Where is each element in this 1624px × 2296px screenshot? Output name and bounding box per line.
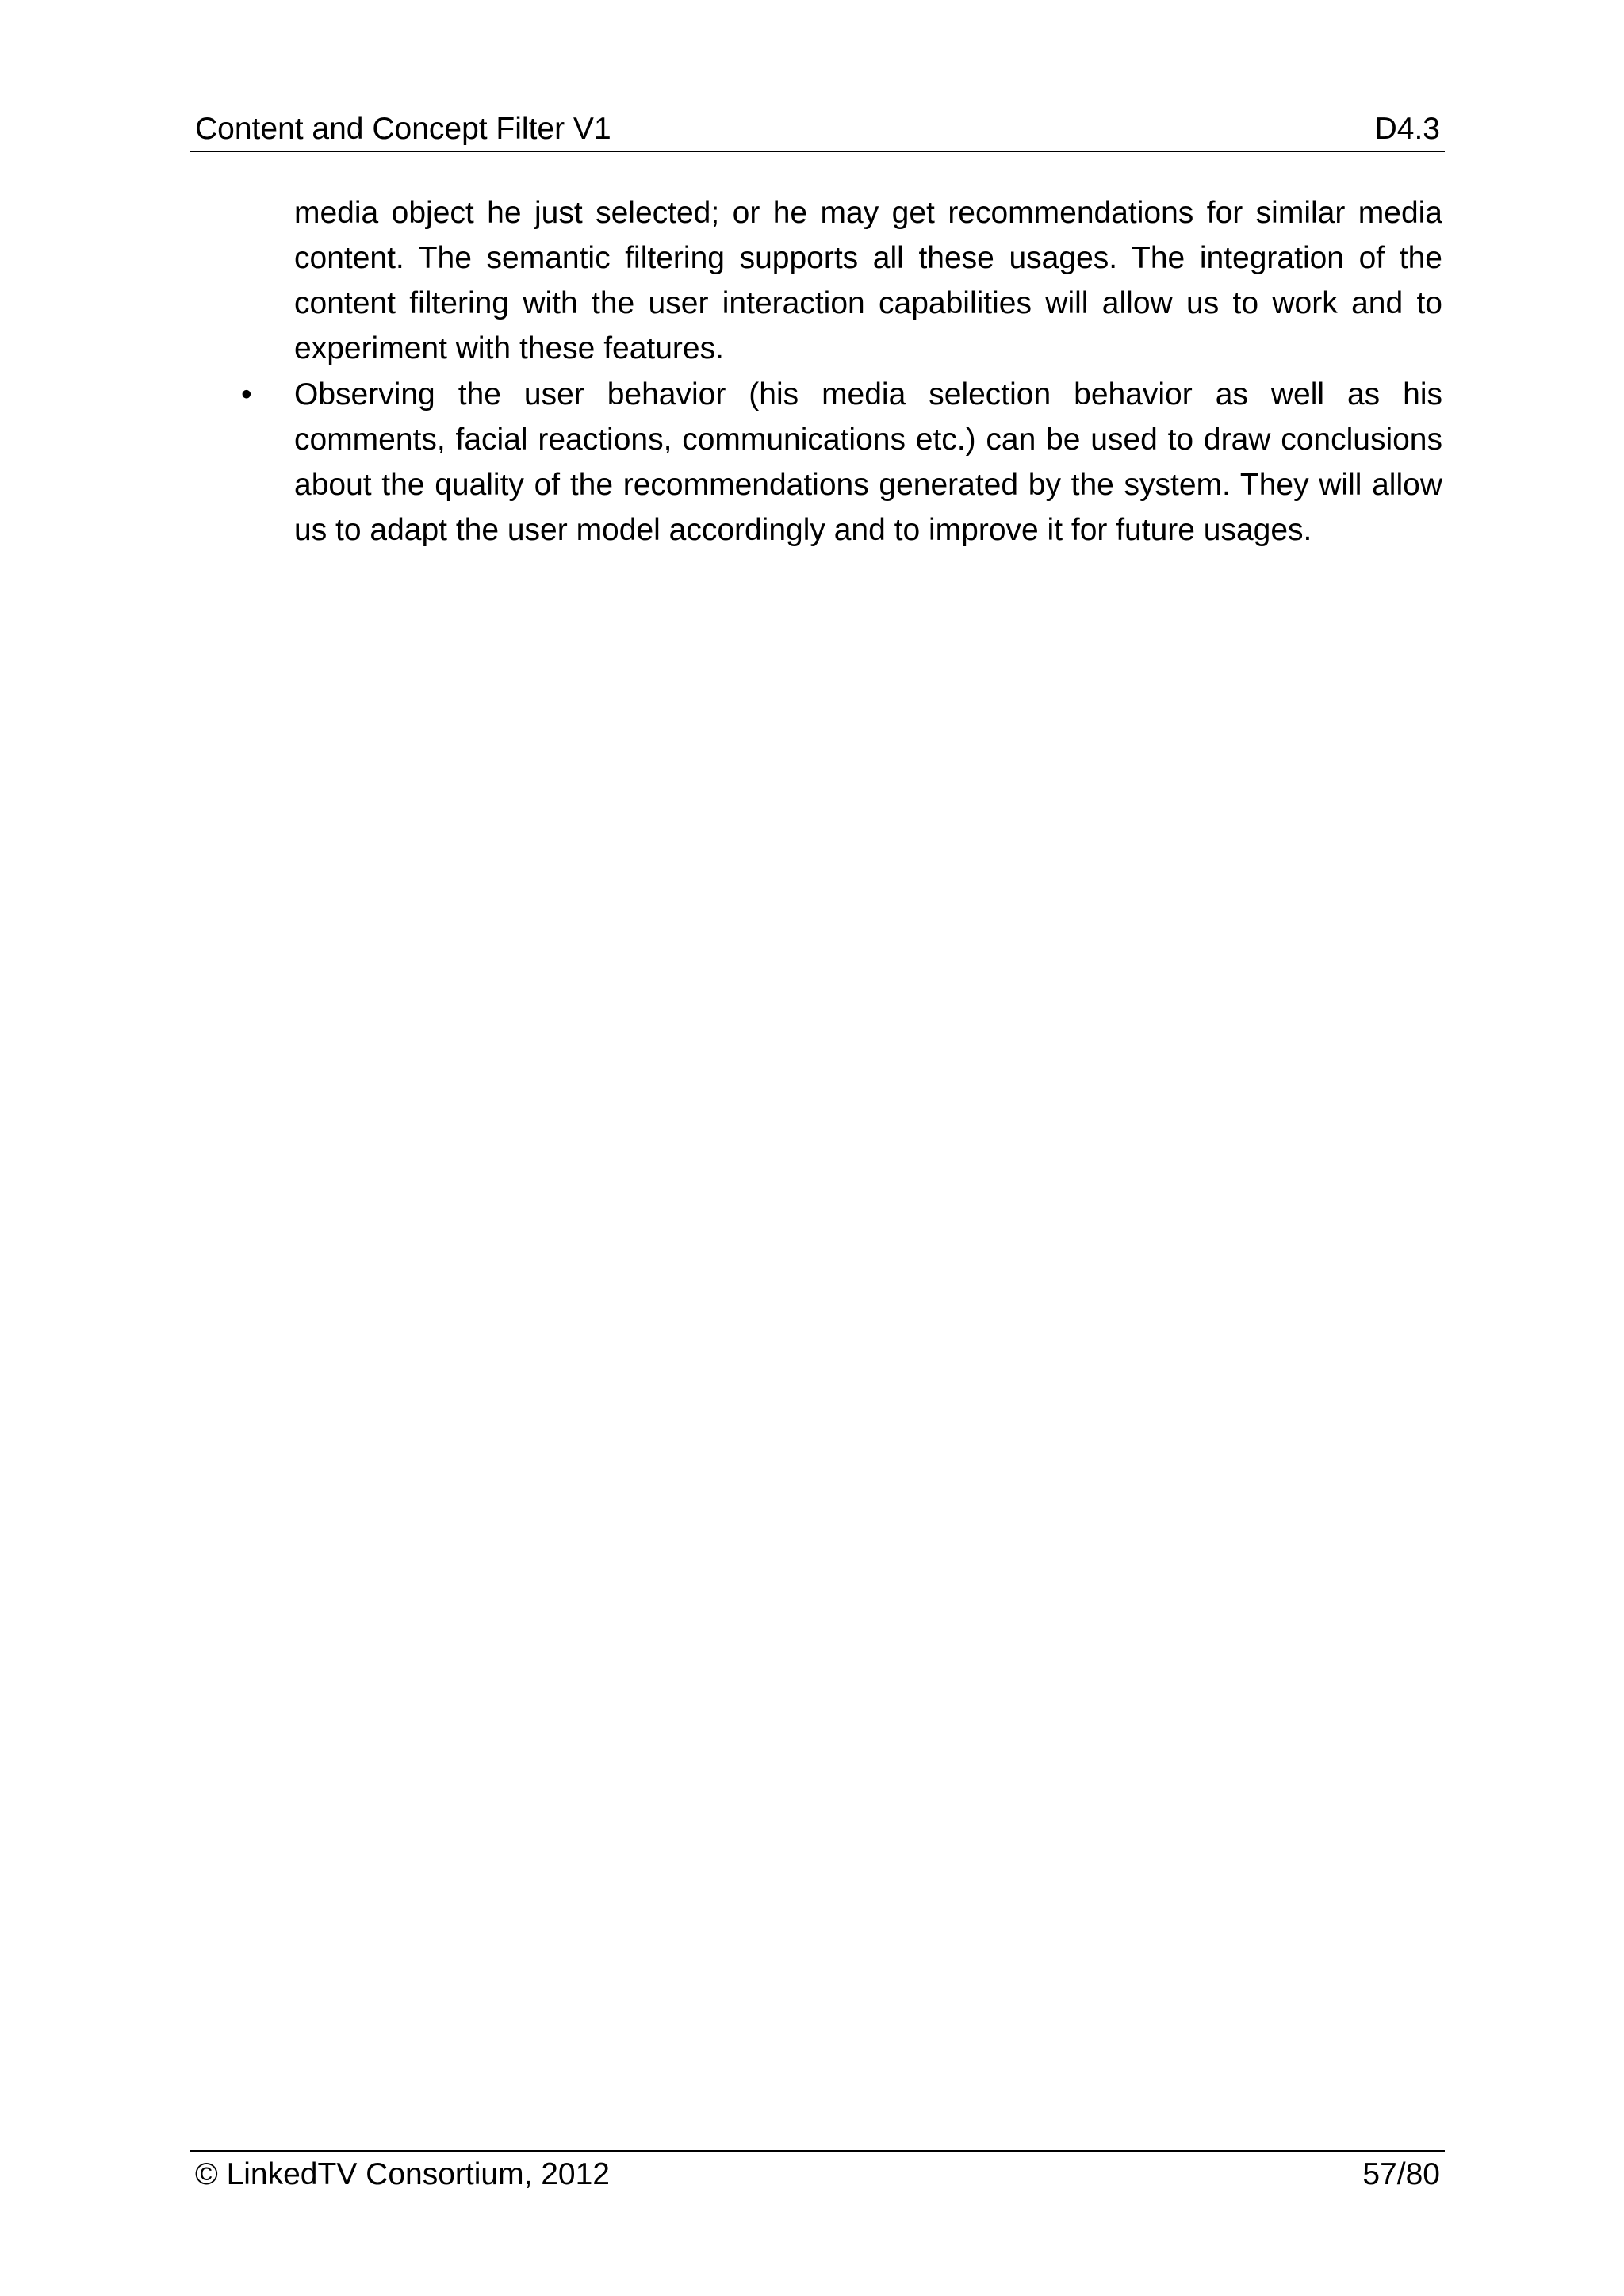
page-number: 57/80: [1362, 2157, 1440, 2191]
page-header: [190, 109, 1445, 152]
continued-paragraph: media object he just selected; or he may get recommendations for similar media content. The semantic filtering supports all these usages. The integration of the content filtering with the user interaction capabilities will allow us to work and to experiment with these features.: [294, 196, 1442, 365]
copyright-notice: © LinkedTV Consortium, 2012: [195, 2157, 610, 2191]
deliverable-id: D4.3: [1374, 112, 1440, 146]
bullet-text: Observing the user behavior (his media selection behavior as well as his comments, facial reactions, communications etc.) can be used to draw conclusions about the quality of the recommendations generated by the system. They will allow us to adapt the user model accordingly and to improve it for future usages.: [294, 377, 1442, 547]
page-footer: [190, 2150, 1445, 2193]
bullet-icon: •: [241, 377, 252, 411]
document-title: Content and Concept Filter V1: [195, 112, 611, 146]
